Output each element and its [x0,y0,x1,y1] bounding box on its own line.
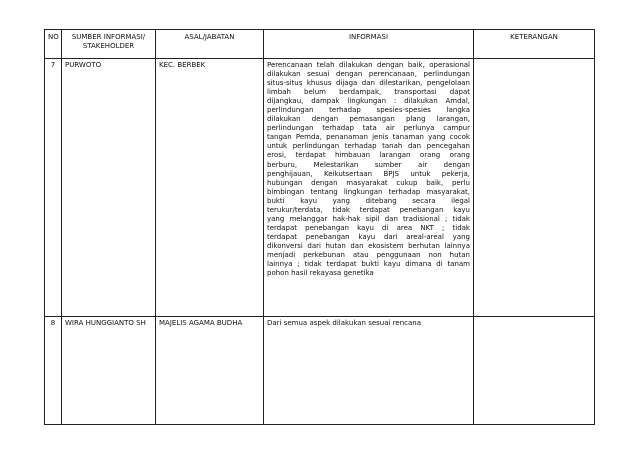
row-info [264,317,474,425]
table-row [45,59,595,317]
info-line: dilakukan dengan pemasangan plang larangan, [267,115,470,124]
info-line: lainnya ; tidak terdapat bukti kayu dimana di tanam [267,260,470,269]
info-line: berburu, Melestarikan sumber air dengan [267,160,470,169]
info-line: terdapat penebangan kayu di area NKT ; tidak [267,223,470,232]
row-source: WIRA HUNGGIANTO SH [62,317,156,425]
header-origin: ASAL/JABATAN [156,30,264,59]
info-line: dijangkau, dampak lingkungan : dilakukan Amdal, [267,97,470,106]
info-line: situs-situs khusus dijaga dan dilestarikan, pengelolaan [267,79,470,88]
info-line: limbah belum berdampak, transportasi dapat [267,88,470,97]
info-line: yang melanggar hak-hak sipil dan tradisional ; tidak [267,214,470,223]
info-line: perlindungan terhadap tata air perlunya campur [267,124,470,133]
info-line: penghijauan, Keikutsertaan BPJS untuk pekerja, [267,169,470,178]
row-info [264,59,474,317]
header-note: KETERANGAN [474,30,595,59]
info-line: Perencanaan telah dilakukan dengan baik, operasional [267,61,470,69]
info-line: terukur/terdata, tidak terdapat penebangan kayu [267,205,470,214]
row-origin: MAJELIS AGAMA BUDHA [156,317,264,425]
info-line: Dari semua aspek dilakukan sesuai rencana [267,319,422,327]
info-line: terdapat penebangan kayu dari areal-areal yang [267,232,470,241]
stakeholder-info-table [44,29,595,425]
info-line: bimbingan tentang lingkungan terhadap masyarakat, [267,187,470,196]
table-header-row [45,30,595,59]
info-line: tangan Pemda, penanaman jenis tanaman yang cocok [267,133,470,142]
info-line: dilakukan sesuai dengan perencanaan, perlindungan [267,70,470,79]
row-note [474,317,595,425]
row-no: 7 [45,59,62,317]
row-origin: KEC. BERBEK [156,59,264,317]
info-line: untuk perlindungan terhadap tanah dan pencegahan [267,142,470,151]
header-info: INFORMASI [264,30,474,59]
info-line: bukti kayu yang ditebang secara ilegal [267,196,470,205]
header-no: NO [45,30,62,59]
info-line: dikonversi dari hutan dan ekosistem berhutan lainnya [267,241,470,250]
info-line: hubungan dengan masyarakat cukup baik, perlu [267,178,470,187]
info-line: perlindungan terhadap spesies-spesies langka [267,106,470,115]
info-line: pohon hasil rekayasa genetika [267,269,374,278]
header-source: SUMBER INFORMASI/ STAKEHOLDER [62,30,156,59]
info-line: menjadi perkebunan atau penggunaan non hutan [267,250,470,259]
info-line: erosi, terdapat himbauan larangan orang orang [267,151,470,160]
row-no: 8 [45,317,62,425]
row-source: PURWOTO [62,59,156,317]
row-note [474,59,595,317]
table-row [45,317,595,425]
